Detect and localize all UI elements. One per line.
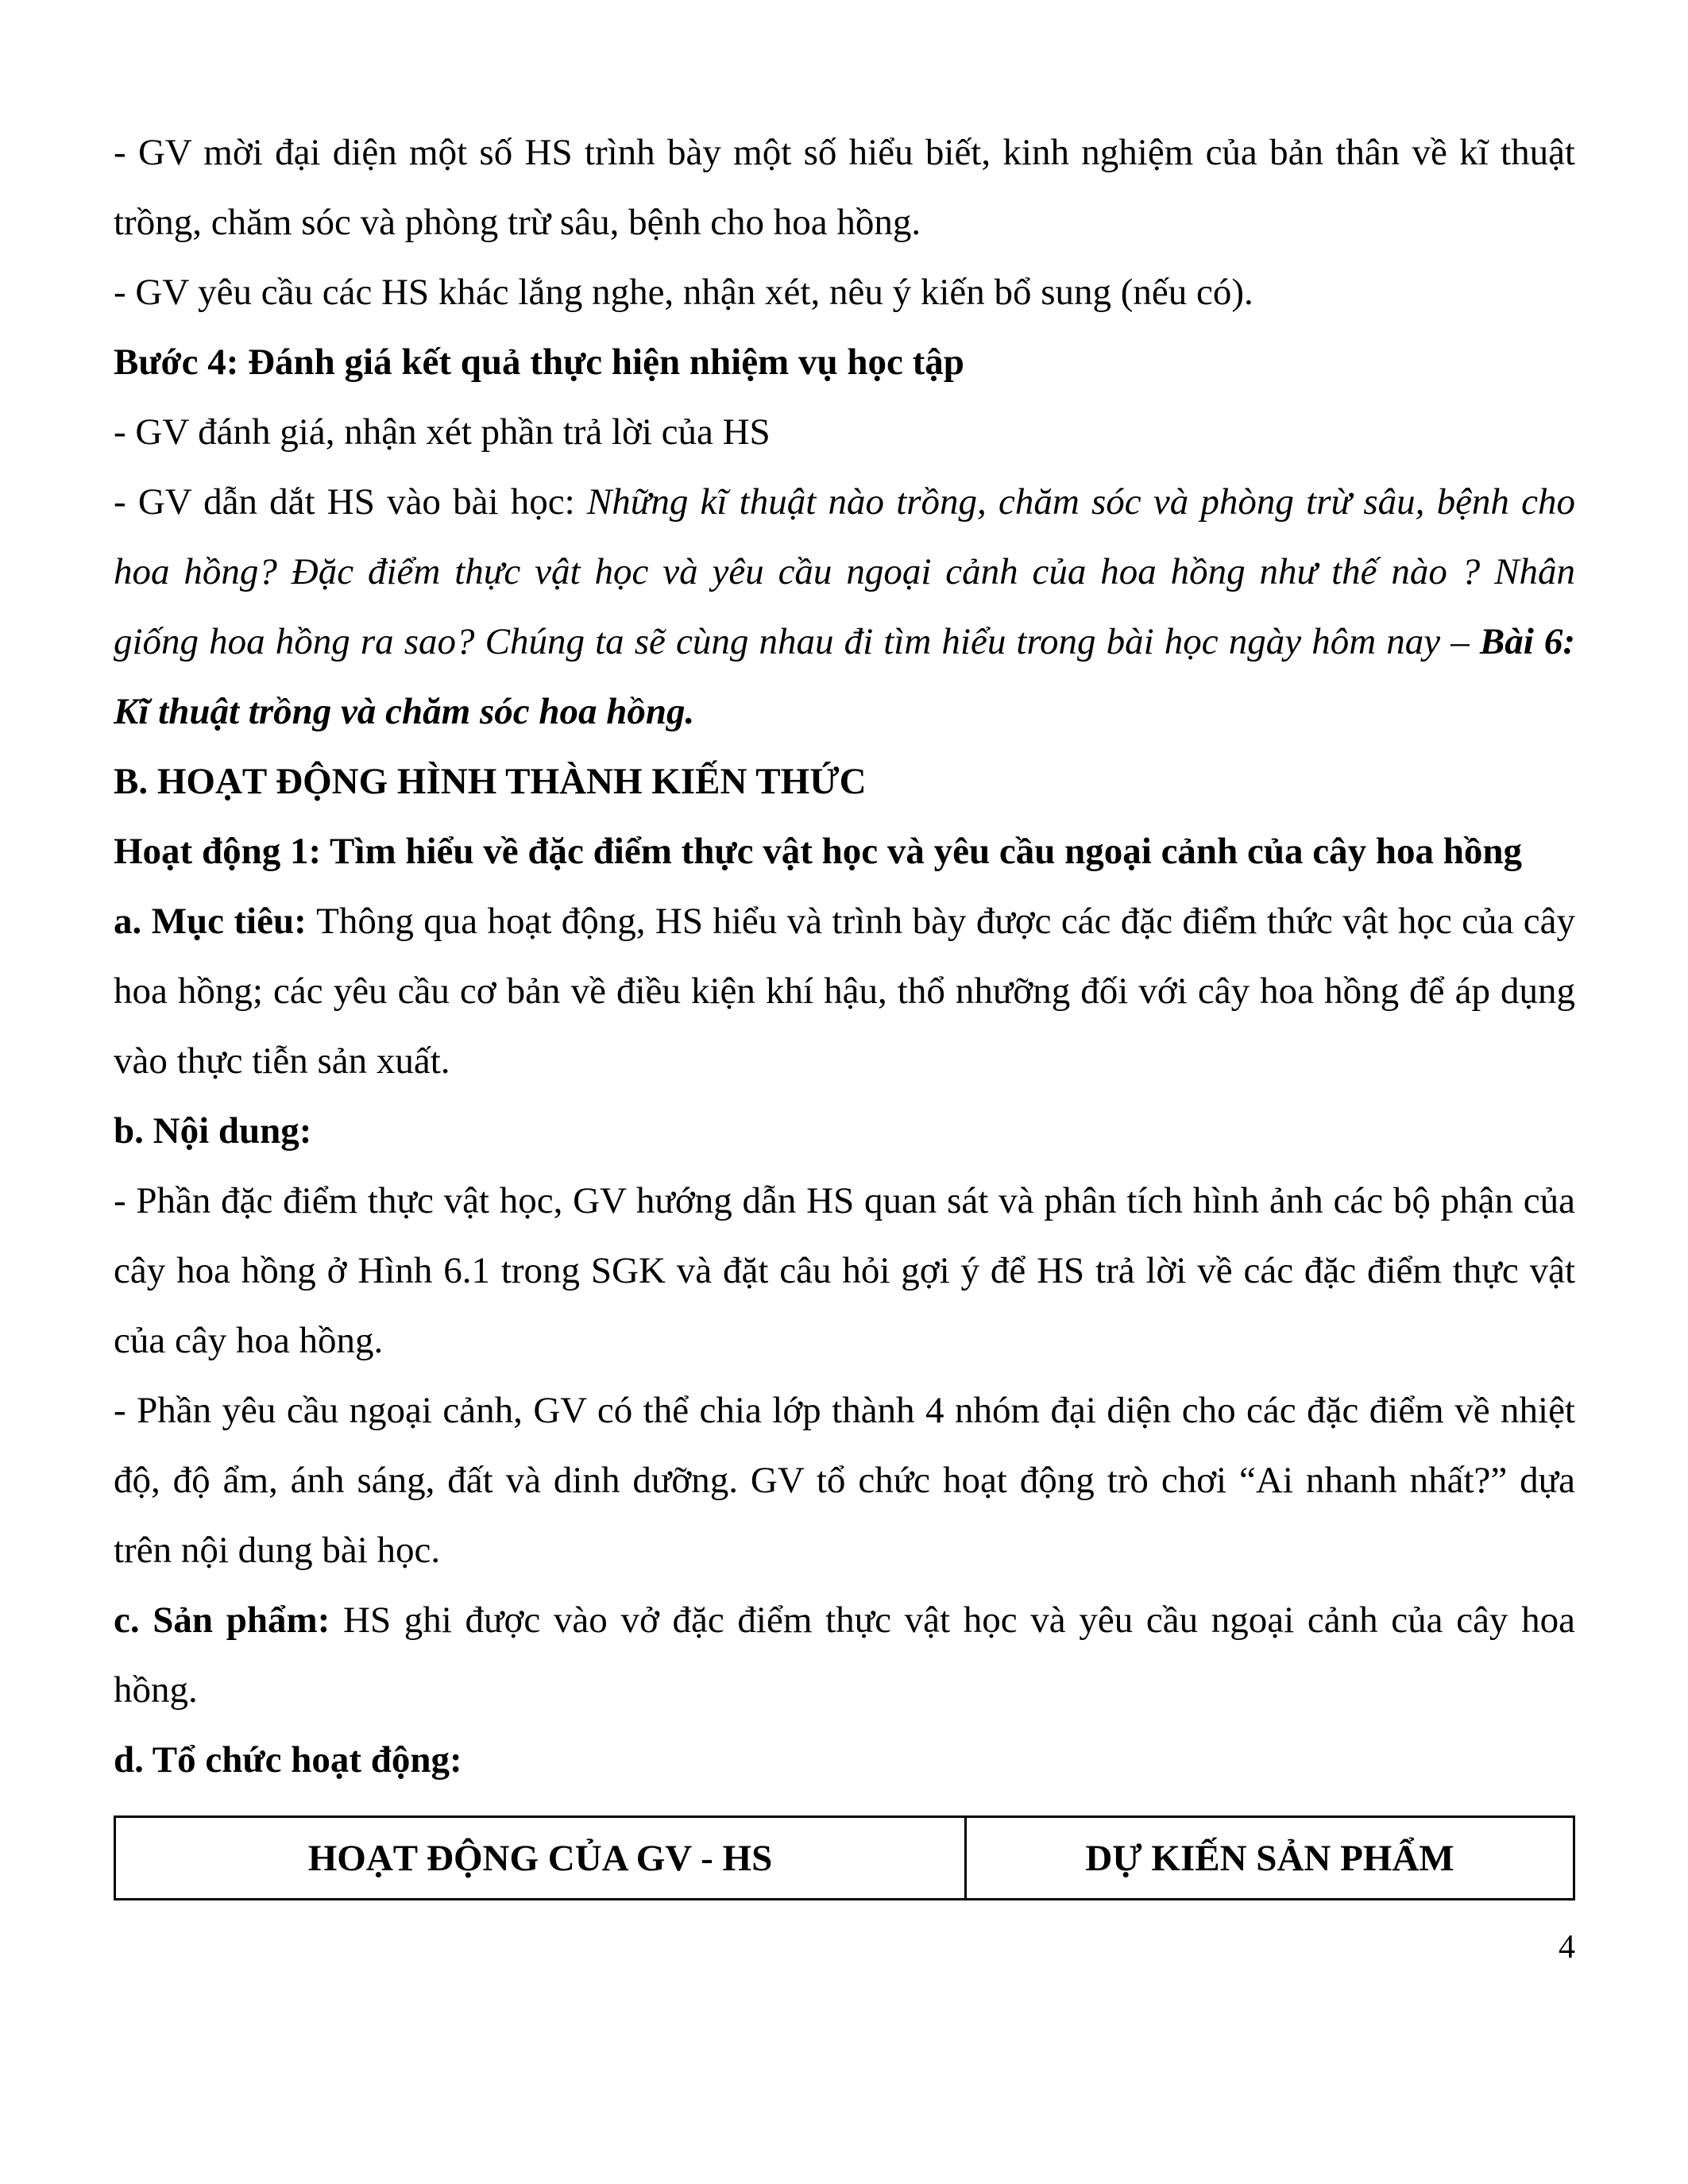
heading-to-chuc-hoat-dong xyxy=(114,1725,1575,1795)
table-header-row xyxy=(115,1817,1574,1900)
text-run: B. HOẠT ĐỘNG HÌNH THÀNH KIẾN THỨC xyxy=(114,761,867,802)
text-run: Thông qua hoạt động, HS hiểu và trình bày được các đặc điểm thức vật học của cây hoa hồng; các yêu cầu cơ bản về điều kiện khí hậu, thổ nhưỡng đối với cây hoa hồng để áp dụng vào thực tiễn sản xuất. xyxy=(114,901,1575,1082)
text-run: Bước 4: Đánh giá kết quả thực hiện nhiệm vụ học tập xyxy=(114,341,964,383)
paragraph-gv-danh-gia xyxy=(114,397,1575,467)
table-header-hoat-dong-gv-hs: HOẠT ĐỘNG CỦA GV - HS xyxy=(115,1817,966,1900)
text-run: - Phần đặc điểm thực vật học, GV hướng dẫn HS quan sát và phân tích hình ảnh các bộ phận của cây hoa hồng ở Hình 6.1 trong SGK và đặt câu hỏi gợi ý để HS trả lời về các đặc điểm thực vật của cây hoa hồng. xyxy=(114,1180,1575,1361)
text-run-bold-italic: Bài 6: Kĩ thuật trồng và chăm sóc hoa hồng. xyxy=(114,621,1576,732)
paragraph-phan-dac-diem xyxy=(114,1166,1575,1376)
text-run: HS ghi được vào vở đặc điểm thực vật học và yêu cầu ngoại cảnh của cây hoa hồng. xyxy=(114,1599,1575,1711)
heading-hoat-dong-1 xyxy=(114,816,1575,886)
table-header-du-kien-san-pham: DỰ KIẾN SẢN PHẨM xyxy=(965,1817,1574,1900)
text-run-italic: Những kĩ thuật nào trồng, chăm sóc và phòng trừ sâu, bệnh cho hoa hồng? Đặc điểm thực vật học và yêu cầu ngoại cảnh của hoa hồng như thế nào ? Nhân giống hoa hồng ra sao? Chúng ta sẽ cùng nhau đi tìm hiểu trong bài học ngày hôm nay – xyxy=(114,481,1575,662)
paragraph-san-pham xyxy=(114,1585,1575,1725)
text-run: b. Nội dung: xyxy=(114,1110,312,1152)
text-run: - GV đánh giá, nhận xét phần trả lời của HS xyxy=(114,411,771,453)
text-run-bold: a. Mục tiêu: xyxy=(114,901,317,942)
paragraph-muc-tieu xyxy=(114,886,1575,1096)
paragraph-gv-moi-dai-dien xyxy=(114,118,1575,257)
text-run-bold: c. Sản phẩm: xyxy=(114,1599,344,1641)
text-run: Hoạt động 1: Tìm hiểu về đặc điểm thực vật học và yêu cầu ngoại cảnh của cây hoa hồng xyxy=(114,831,1522,872)
paragraph-gv-dan-dat xyxy=(114,467,1575,747)
page-number: 4 xyxy=(1559,1929,1575,1966)
paragraph-gv-yeu-cau xyxy=(114,257,1575,327)
document-body xyxy=(114,118,1575,1967)
heading-buoc-4 xyxy=(114,327,1575,397)
heading-hoat-dong-hinh-thanh-kien-thuc xyxy=(114,747,1575,816)
heading-noi-dung xyxy=(114,1096,1575,1166)
paragraph-phan-yeu-cau xyxy=(114,1376,1575,1585)
text-run: - Phần yêu cầu ngoại cảnh, GV có thể chia lớp thành 4 nhóm đại diện cho các đặc điểm về nhiệt độ, độ ẩm, ánh sáng, đất và dinh dưỡng. GV tổ chức hoạt động trò chơi “Ai nhanh nhất?” dựa trên nội dung bài học. xyxy=(114,1390,1575,1571)
activity-table xyxy=(114,1815,1575,1900)
text-run: - GV dẫn dắt HS vào bài học: xyxy=(114,481,587,523)
text-run: - GV yêu cầu các HS khác lắng nghe, nhận xét, nêu ý kiến bổ sung (nếu có). xyxy=(114,272,1253,313)
text-run: d. Tổ chức hoạt động: xyxy=(114,1739,462,1781)
text-run: - GV mời đại diện một số HS trình bày một số hiểu biết, kinh nghiệm của bản thân về kĩ thuật trồng, chăm sóc và phòng trừ sâu, bệnh cho hoa hồng. xyxy=(114,132,1575,243)
